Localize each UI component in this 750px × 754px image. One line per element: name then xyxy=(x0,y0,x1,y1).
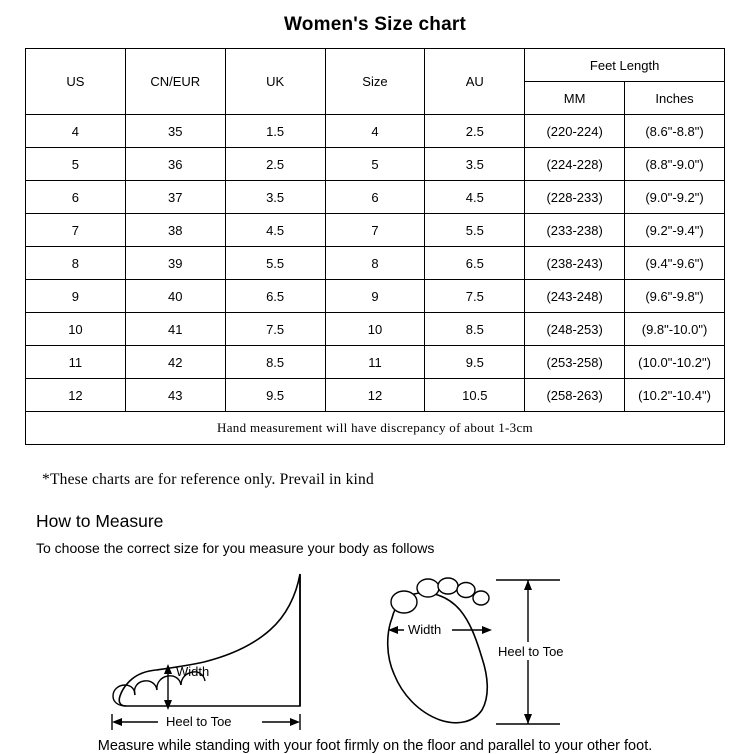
header-inches: Inches xyxy=(625,82,725,115)
table-row xyxy=(26,181,725,214)
cell-uk: 1.5 xyxy=(225,115,325,148)
top-view-width-label: Width xyxy=(408,622,442,637)
cell-mm: (224-228) xyxy=(525,148,625,181)
cell-au: 10.5 xyxy=(425,379,525,412)
cell-inches: (8.6"-8.8") xyxy=(625,115,725,148)
cell-inches: (8.8"-9.0") xyxy=(625,148,725,181)
cell-size: 7 xyxy=(325,214,425,247)
cell-uk: 7.5 xyxy=(225,313,325,346)
cell-mm: (228-233) xyxy=(525,181,625,214)
cell-au: 3.5 xyxy=(425,148,525,181)
cell-mm: (238-243) xyxy=(525,247,625,280)
cell-au: 7.5 xyxy=(425,280,525,313)
cell-au: 9.5 xyxy=(425,346,525,379)
table-footer-note: Hand measurement will have discrepancy of about 1-3cm xyxy=(26,412,725,445)
cell-mm: (220-224) xyxy=(525,115,625,148)
cell-uk: 2.5 xyxy=(225,148,325,181)
cell-cn-eur: 36 xyxy=(125,148,225,181)
cell-uk: 8.5 xyxy=(225,346,325,379)
cell-uk: 6.5 xyxy=(225,280,325,313)
cell-cn-eur: 40 xyxy=(125,280,225,313)
table-row xyxy=(26,346,725,379)
cell-mm: (253-258) xyxy=(525,346,625,379)
header-size: Size xyxy=(325,49,425,115)
table-row xyxy=(26,214,725,247)
cell-us: 7 xyxy=(26,214,126,247)
cell-inches: (9.0"-9.2") xyxy=(625,181,725,214)
top-view-heel-to-toe-label: Heel to Toe xyxy=(498,644,564,659)
table-row xyxy=(26,379,725,412)
cell-us: 10 xyxy=(26,313,126,346)
cell-size: 8 xyxy=(325,247,425,280)
table-footer-row xyxy=(26,412,725,445)
table-row xyxy=(26,247,725,280)
table-row xyxy=(26,280,725,313)
cell-uk: 3.5 xyxy=(225,181,325,214)
cell-uk: 5.5 xyxy=(225,247,325,280)
page-title: Women's Size chart xyxy=(284,14,466,35)
cell-mm: (248-253) xyxy=(525,313,625,346)
cell-us: 12 xyxy=(26,379,126,412)
cell-us: 5 xyxy=(26,148,126,181)
foot-diagrams xyxy=(0,564,750,734)
cell-us: 4 xyxy=(26,115,126,148)
cell-us: 6 xyxy=(26,181,126,214)
cell-au: 6.5 xyxy=(425,247,525,280)
cell-size: 9 xyxy=(325,280,425,313)
cell-au: 4.5 xyxy=(425,181,525,214)
side-view-width-label: Width xyxy=(176,664,210,679)
side-view-heel-to-toe-label: Heel to Toe xyxy=(166,714,232,729)
cell-inches: (10.0"-10.2") xyxy=(625,346,725,379)
cell-us: 11 xyxy=(26,346,126,379)
cell-size: 6 xyxy=(325,181,425,214)
cell-mm: (258-263) xyxy=(525,379,625,412)
cell-au: 5.5 xyxy=(425,214,525,247)
cell-uk: 4.5 xyxy=(225,214,325,247)
header-cn-eur: CN/EUR xyxy=(125,49,225,115)
reference-note: *These charts are for reference only. Prevail in kind xyxy=(42,471,374,488)
header-au: AU xyxy=(425,49,525,115)
cell-cn-eur: 42 xyxy=(125,346,225,379)
header-uk: UK xyxy=(225,49,325,115)
how-to-measure-subtitle: To choose the correct size for you measure your body as follows xyxy=(36,540,435,556)
cell-cn-eur: 35 xyxy=(125,115,225,148)
cell-cn-eur: 38 xyxy=(125,214,225,247)
header-us: US xyxy=(26,49,126,115)
top-view-foot-icon xyxy=(388,578,489,723)
cell-size: 10 xyxy=(325,313,425,346)
cell-inches: (9.2"-9.4") xyxy=(625,214,725,247)
table-header-row xyxy=(26,49,725,82)
table-row xyxy=(26,313,725,346)
cell-size: 5 xyxy=(325,148,425,181)
cell-inches: (9.4"-9.6") xyxy=(625,247,725,280)
size-chart-table xyxy=(25,48,725,445)
cell-inches: (9.8"-10.0") xyxy=(625,313,725,346)
cell-au: 8.5 xyxy=(425,313,525,346)
cell-us: 9 xyxy=(26,280,126,313)
cell-us: 8 xyxy=(26,247,126,280)
table-row xyxy=(26,115,725,148)
measure-figures xyxy=(0,564,750,734)
how-to-measure-title: How to Measure xyxy=(36,511,164,531)
header-mm: MM xyxy=(525,82,625,115)
cell-size: 11 xyxy=(325,346,425,379)
cell-inches: (10.2"-10.4") xyxy=(625,379,725,412)
cell-cn-eur: 39 xyxy=(125,247,225,280)
cell-uk: 9.5 xyxy=(225,379,325,412)
cell-size: 4 xyxy=(325,115,425,148)
table-row xyxy=(26,148,725,181)
cell-cn-eur: 37 xyxy=(125,181,225,214)
cell-cn-eur: 43 xyxy=(125,379,225,412)
cell-size: 12 xyxy=(325,379,425,412)
cell-au: 2.5 xyxy=(425,115,525,148)
header-feet-length: Feet Length xyxy=(525,49,725,82)
measure-footer-note: Measure while standing with your foot firmly on the floor and parallel to your other foot. xyxy=(97,738,653,754)
side-view-foot-icon xyxy=(113,574,300,706)
cell-mm: (243-248) xyxy=(525,280,625,313)
cell-mm: (233-238) xyxy=(525,214,625,247)
cell-cn-eur: 41 xyxy=(125,313,225,346)
cell-inches: (9.6"-9.8") xyxy=(625,280,725,313)
